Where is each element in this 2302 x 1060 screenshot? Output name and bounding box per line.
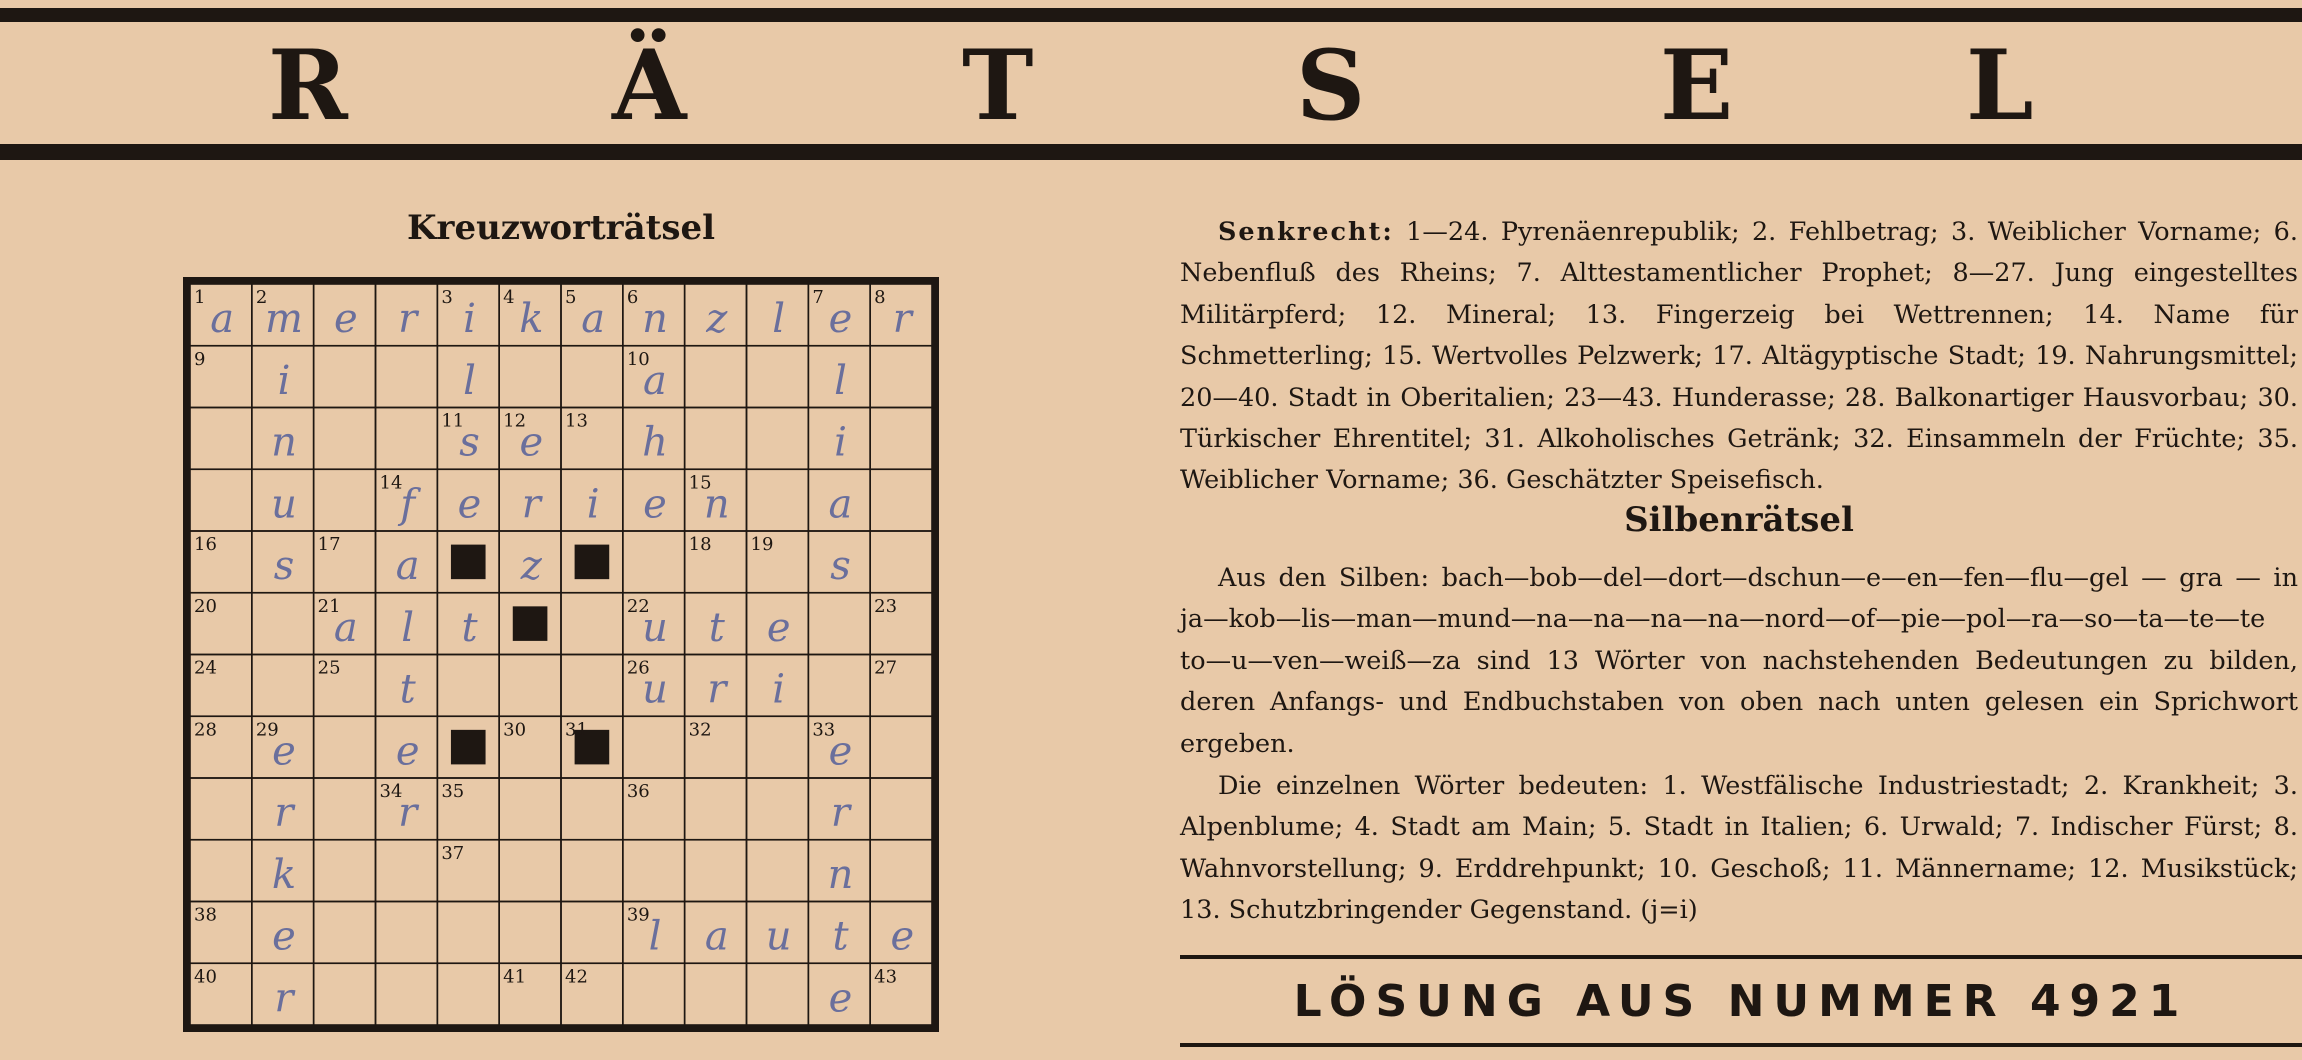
crossword-cell[interactable] [437, 902, 499, 964]
crossword-cell[interactable] [376, 346, 438, 408]
clue-number: 20 [194, 595, 217, 617]
crossword-cell[interactable] [808, 655, 870, 717]
crossword-cell[interactable] [314, 840, 376, 902]
crossword-cell[interactable] [685, 963, 747, 1025]
clue-number: 33 [812, 719, 836, 741]
crossword-cell[interactable] [870, 531, 932, 593]
crossword-cell[interactable] [685, 778, 747, 840]
clue-number: 35 [441, 781, 465, 802]
black-square [451, 730, 486, 765]
crossword-cell[interactable] [685, 840, 747, 902]
crossword-cell[interactable] [623, 531, 685, 593]
crossword-cell[interactable] [870, 778, 932, 840]
crossword-cell[interactable] [808, 593, 870, 655]
handwritten-letter: n [271, 419, 297, 466]
crossword-title: Kreuzworträtsel [406, 208, 716, 248]
clue-number: 21 [317, 595, 341, 617]
clue-number: 37 [441, 842, 465, 864]
handwritten-letter: i [277, 357, 291, 404]
clue-number: 36 [626, 781, 650, 802]
clue-number: 22 [626, 595, 650, 617]
crossword-cell[interactable] [314, 408, 376, 470]
black-square [513, 606, 548, 641]
handwritten-letter: m [265, 296, 303, 343]
clue-number: 2 [255, 287, 268, 308]
clue-number: 11 [441, 410, 465, 432]
black-square [575, 545, 610, 580]
handwritten-letter: a [828, 481, 853, 528]
handwritten-letter: a [395, 543, 420, 590]
clue-number: 32 [688, 719, 712, 741]
clue-number: 28 [194, 719, 217, 741]
crossword-cell[interactable] [747, 716, 809, 778]
crossword-cell[interactable] [561, 902, 623, 964]
handwritten-letter: e [519, 419, 544, 466]
crossword-cell[interactable] [747, 408, 809, 470]
crossword-cell[interactable] [376, 902, 438, 964]
handwritten-letter: i [772, 666, 786, 713]
handwritten-letter: t [461, 604, 478, 651]
crossword-cell[interactable] [623, 963, 685, 1025]
handwritten-letter: e [828, 728, 853, 775]
clue-number: 34 [379, 781, 403, 802]
crossword-cell[interactable] [561, 593, 623, 655]
header-letter: S [1296, 29, 1366, 142]
crossword-cell[interactable] [190, 469, 252, 531]
clue-number: 7 [812, 287, 824, 308]
handwritten-letter: l [648, 913, 662, 960]
handwritten-letter: r [892, 296, 912, 343]
clue-number: 12 [503, 410, 527, 432]
crossword-cell[interactable] [685, 346, 747, 408]
crossword-cell[interactable] [747, 346, 809, 408]
handwritten-letter: a [333, 604, 358, 651]
handwritten-letter: e [395, 728, 420, 775]
crossword-cell[interactable] [499, 778, 561, 840]
crossword-svg [190, 284, 932, 1025]
clue-number: 25 [317, 657, 341, 679]
handwritten-letter: r [274, 975, 294, 1022]
handwritten-letter: r [707, 666, 727, 713]
handwritten-letter: e [272, 728, 296, 775]
loesung-heading: LÖSUNG AUS NUMMER 4921 [1293, 976, 2189, 1027]
handwritten-letter: k [519, 296, 544, 343]
clue-number: 43 [874, 966, 898, 988]
crossword-cell[interactable] [747, 469, 809, 531]
handwritten-letter: z [706, 296, 728, 343]
clue-number: 9 [194, 348, 206, 370]
crossword-cell[interactable] [747, 963, 809, 1025]
crossword-cell[interactable] [499, 346, 561, 408]
crossword-cell[interactable] [747, 840, 809, 902]
handwritten-letter: a [210, 296, 235, 343]
silbenraetsel-title: Silbenrätsel [1624, 500, 1854, 540]
handwritten-letter: e [766, 604, 791, 651]
crossword-grid[interactable] [183, 277, 939, 1032]
clue-number: 3 [441, 287, 453, 308]
crossword-cell[interactable] [376, 963, 438, 1025]
handwritten-letter: u [642, 666, 668, 713]
clue-number: 29 [255, 719, 279, 741]
crossword-cell[interactable] [561, 346, 623, 408]
handwritten-letter: u [765, 913, 792, 960]
crossword-cell[interactable] [623, 840, 685, 902]
senkrecht-label: Senkrecht: [1218, 217, 1394, 247]
clue-number: 8 [874, 287, 886, 308]
crossword-cell[interactable] [252, 593, 314, 655]
handwritten-letter: e [333, 296, 358, 343]
handwritten-letter: u [642, 604, 668, 651]
header-letter: R [268, 29, 348, 142]
clue-number: 41 [503, 966, 527, 988]
crossword-cell[interactable] [437, 963, 499, 1025]
handwritten-letter: l [834, 357, 847, 404]
crossword-cell[interactable] [561, 778, 623, 840]
clue-number: 24 [194, 657, 217, 679]
clue-number: 30 [503, 719, 527, 741]
handwritten-letter: n [703, 481, 730, 528]
handwritten-letter: e [828, 975, 853, 1022]
handwritten-letter: i [834, 419, 847, 466]
clue-number: 26 [626, 657, 650, 679]
crossword-cell[interactable] [870, 346, 932, 408]
crossword-cell[interactable] [561, 655, 623, 717]
clue-number: 19 [750, 534, 774, 555]
handwritten-letter: n [827, 851, 854, 898]
crossword-cell[interactable] [314, 469, 376, 531]
black-square [451, 545, 486, 580]
clue-number: 38 [194, 904, 217, 926]
crossword-cell[interactable] [252, 655, 314, 717]
silbenraetsel-intro: Aus den Silben: bach—bob—del—dort—dschun—e—en—fen—flu—gel — gra — in ja—kob—lis—man—mund—na—na—na—na—nord—of—pie—pol—ra—so—ta—te—te to—u—ven—weiß—za sind 13 Wörter von nachstehenden Bedeutungen zu bilden, deren Anfangs- und Endbuchstaben von oben nach unten gelesen ein Sprichwort ergeben. [1180, 563, 2298, 759]
crossword-cell[interactable] [314, 902, 376, 964]
handwritten-letter: a [704, 913, 729, 960]
clue-number: 23 [874, 595, 898, 617]
crossword-cell[interactable] [685, 408, 747, 470]
handwritten-letter: i [463, 296, 476, 343]
handwritten-letter: h [642, 419, 668, 466]
crossword-cell[interactable] [870, 840, 932, 902]
handwritten-letter: l [463, 357, 476, 404]
senkrecht-clues [1180, 212, 2298, 502]
crossword-cell[interactable] [314, 963, 376, 1025]
clue-number: 40 [194, 966, 217, 988]
handwritten-letter: s [459, 419, 480, 466]
silbenraetsel-meanings: Die einzelnen Wörter bedeuten: 1. Westfälische Industriestadt; 2. Krankheit; 3. Alpenblume; 4. Stadt am Main; 5. Stadt in Italien; 6. Urwald; 7. Indischer Fürst; 8. Wahnvorstellung; 9. Erddrehpunkt; 10. Geschoß; 11. Männername; 12. Musikstück; 13. Schutzbringender Gegenstand. (j=i) [1180, 771, 2298, 926]
crossword-cell[interactable] [561, 840, 623, 902]
clue-number: 13 [565, 410, 588, 432]
handwritten-letter: i [586, 481, 600, 528]
clue-number: 27 [874, 657, 898, 679]
top-rule [0, 8, 2302, 22]
handwritten-letter: e [272, 913, 296, 960]
handwritten-letter: a [643, 357, 667, 404]
handwritten-letter: e [890, 913, 915, 960]
crossword-cell[interactable] [499, 655, 561, 717]
crossword-cell[interactable] [870, 408, 932, 470]
handwritten-letter: t [832, 913, 849, 960]
crossword-cell[interactable] [376, 408, 438, 470]
clue-number: 39 [626, 904, 650, 926]
handwritten-letter: a [581, 296, 606, 343]
clue-number: 14 [379, 472, 403, 494]
handwritten-letter: u [271, 481, 297, 528]
clue-number: 31 [565, 719, 588, 741]
crossword-cell[interactable] [376, 840, 438, 902]
crossword-cell[interactable] [314, 778, 376, 840]
crossword-cell[interactable] [314, 716, 376, 778]
crossword-cell[interactable] [747, 778, 809, 840]
crossword-cell[interactable] [314, 346, 376, 408]
handwritten-letter: e [643, 481, 667, 528]
crossword-cell[interactable] [499, 902, 561, 964]
clue-number: 42 [565, 966, 588, 988]
handwritten-letter: t [399, 666, 416, 713]
header-bottom-rule [0, 144, 2302, 160]
clue-number: 6 [626, 287, 639, 308]
crossword-cell[interactable] [190, 778, 252, 840]
handwritten-letter: s [830, 543, 851, 590]
header-letter: L [1966, 29, 2034, 142]
clue-number: 4 [503, 287, 515, 308]
senkrecht-text: 1—24. Pyrenäenrepublik; 2. Fehlbetrag; 3. Weiblicher Vorname; 6. Nebenfluß des Rheins; 7. Alttestamentlicher Prophet; 8—27. Jung eingestelltes Militärpferd; 12. Mineral; 13. Fingerzeig bei Wettrennen; 14. Name für Schmetterling; 15. Wertvolles Pelzwerk; 17. Altägyptische Stadt; 19. Nahrungsmittel; 20—40. Stadt in Oberitalien; 23—43. Hunderasse; 28. Balkonartiger Hausvorbau; 30. Türkischer Ehrentitel; 31. Alkoholisches Getränk; 32. Einsammeln der Früchte; 35. Weiblicher Vorname; 36. Geschätzter Speisefisch. [1180, 217, 2298, 496]
crossword-cell[interactable] [190, 408, 252, 470]
handwritten-letter: r [830, 790, 851, 837]
clue-number: 17 [317, 534, 341, 555]
handwritten-letter: e [828, 296, 853, 343]
clue-number: 10 [626, 348, 650, 370]
clue-number: 1 [194, 287, 206, 308]
handwritten-letter: t [708, 604, 725, 651]
loesung-rule-top [1180, 955, 2302, 959]
handwritten-letter: r [274, 790, 294, 837]
crossword-cell[interactable] [870, 716, 932, 778]
handwritten-letter: l [772, 296, 786, 343]
handwritten-letter: r [398, 790, 418, 837]
header-letter: T [962, 29, 1034, 142]
clue-number: 18 [688, 534, 712, 555]
handwritten-letter: n [642, 296, 668, 343]
handwritten-letter: r [521, 481, 541, 528]
crossword-cell[interactable] [870, 469, 932, 531]
crossword-cell[interactable] [190, 840, 252, 902]
header-letter: E [1660, 29, 1734, 142]
clue-number: 15 [688, 472, 712, 494]
loesung-rule-bottom [1180, 1043, 2302, 1047]
handwritten-letter: e [457, 481, 482, 528]
handwritten-letter: z [520, 543, 542, 590]
handwritten-letter: s [273, 543, 295, 590]
handwritten-letter: l [401, 604, 415, 651]
handwritten-letter: r [398, 296, 418, 343]
clue-number: 5 [565, 287, 577, 308]
clue-number: 16 [194, 534, 217, 555]
handwritten-letter: f [400, 481, 416, 528]
crossword-cell[interactable] [623, 716, 685, 778]
crossword-cell[interactable] [437, 655, 499, 717]
handwritten-letter: k [271, 851, 297, 898]
header-letter: Ä [612, 29, 687, 142]
crossword-cell[interactable] [499, 840, 561, 902]
